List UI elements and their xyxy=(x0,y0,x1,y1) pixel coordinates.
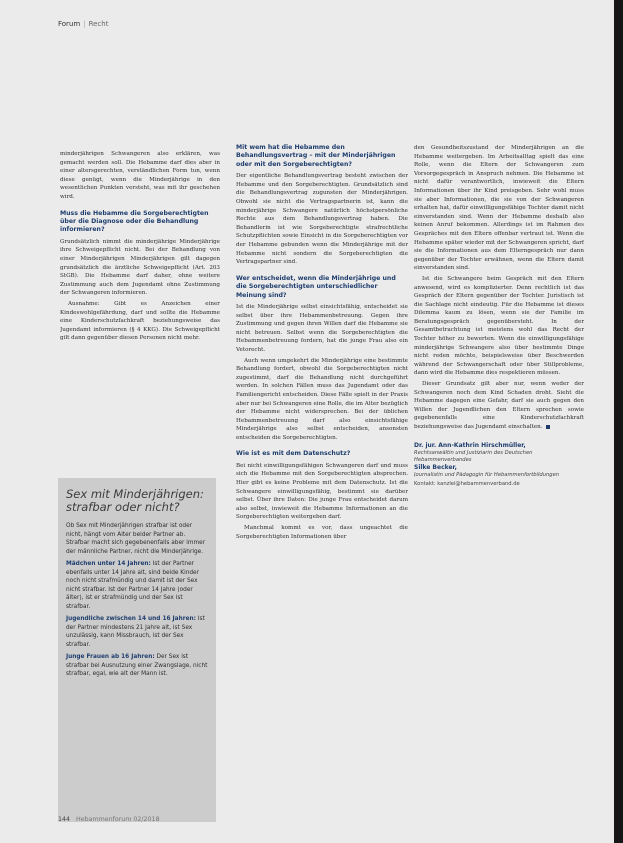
end-mark-icon xyxy=(546,425,550,429)
info-box-intro: Ob Sex mit Minderjährigen strafbar ist oder nicht, hängt vom Alter beider Partner ab. Strafbar macht sich gegebenenfalls aber immer der männliche Partner, nicht die Minderjährige. xyxy=(66,523,206,555)
author-role: Journalistin und Pädagogin für Hebammenfortbildungen xyxy=(414,472,560,478)
info-box-item xyxy=(66,560,208,611)
scan-edge xyxy=(614,0,623,843)
paragraph: Bei nicht einwilligungsfähigen Schwangeren darf und muss sich die Hebamme mit den Sorgeberechtigten absprechen. Hier gibt es keine Probleme mit dem Datenschutz. Ist die Schwangere einwilligungsfähig, bestimmt sie darüber selbst. Über ihre Daten: Die junge Frau entscheidet darum also selbst, inwieweit die Hebamme Informationen an die Sorgeberechtigten weitergeben darf. xyxy=(236,462,408,521)
info-box-item xyxy=(66,653,208,679)
info-box-item-heading: Jugendliche zwischen 14 und 16 Jahren: xyxy=(66,616,196,622)
paragraph xyxy=(414,380,584,432)
page-number: 144 xyxy=(58,816,71,823)
info-box-item-text: Ist der Partner mindestens 21 Jahre alt, ist Sex unzulässig, kann Missbrauch, ist der Sex strafbar. xyxy=(66,616,205,648)
info-box-item xyxy=(66,615,208,649)
page-footer xyxy=(58,816,160,823)
column-left xyxy=(60,150,220,460)
paragraph-text: Dieser Grundsatz gilt aber nur, wenn weder der Schwangeren noch dem Kind Schaden droht. Sieht die Hebamme dagegen eine Gefahr, darf sie auch gegen den Willen der Jugendlichen den Eltern sprechen sowie gegebenenfalls eine Kinderschutzfachkraft beziehungsweise das Jugendamt einschalten. xyxy=(414,381,584,430)
paragraph: Grundsätzlich nimmt die minderjährige Minderjährige ihre Schweigepflicht nicht. Bei der Behandlung von einer Minderjährigen Minderjährigen gilt dagegen grundsätzlich die ärztliche Schweigepflicht (Art. 203 StGB). Die Hebamme darf daher, ohne weitere Zustimmung auch dem Jugendamt ohne Zustimmung der Schwangeren informieren. xyxy=(60,238,220,297)
paragraph: den Gesundheitszustand der Minderjährigen an die Hebamme weitergeben. Im Arbeitsalltag spielt das eine Rolle, wenn die Eltern der Schwangeren zum Vorsorgegespräch in Anspruch nehmen. Die Hebamme ist nicht dafür verantwortlich, inwieweit die Eltern Informationen über ihr Kind preisgeben. Sehr wohl muss sie aber Informationen, die sie von der Schwangeren erhalten hat, dafür einwilligungsfähige Tochter damit nicht einverstanden sind. Wenn der Hebamme deshalb also keinen Anruf bekommen. Allerdings ist im Rahmen des Gespräches mit den Eltern offenbar vertraut ist. Wenn die Hebamme später wieder mit der Schwangeren spricht, darf sie die Informationen aus dem Elterngespräch nur dann gegenüber der Tochter erwähnen, wenn die Eltern damit einverstanden sind. xyxy=(414,145,584,272)
page-header xyxy=(58,20,108,28)
paragraph: Auch wenn umgekehrt die Minderjährige eine bestimmte Behandlung fordert, obwohl die Sorgeberechtigten nicht zugestimmt, darf die Behandlung nicht durchgeführt werden. In solchen Fällen muss das Jugendamt oder das Familiengericht entscheiden. Diese Fälle spielt in der Praxis aber nur bei Schwangeren eine Rolle, die im Alter bezüglich der Hebamme nicht widersprechen. Bei der üblichen Hebammenbetreuung darf also einsichtsfähige Minderjährige also selbst entscheiden, ansonsten entscheiden die Sorgeberechtigten. xyxy=(236,357,408,441)
paragraph: Ist die Schwangere beim Gespräch mit den Eltern anwesend, wird es komplizierter. Denn rechtlich ist das Gespräch der Eltern gegenüber der Tochter. Juristisch ist die Sachlage nicht eindeutig. Für die Hebamme ist dieses Dilemma kaum zu lösen, wenn sie der Familie im Beratungsgespräch gegenübersteht. In der Gesamtbetrachtung ist meistens wohl das Recht der Tochter höher zu bewerten. Wenn die einwilligungsfähige minderjährige Schwangere also über bestimmte Dinge nicht reden möchte, beispielsweise über Beschwerden während der Schwangerschaft oder über Stillprobleme, dann wird die Hebamme dies respektieren müssen. xyxy=(414,275,584,377)
info-box-title: Sex mit Minderjährigen: strafbar oder nicht? xyxy=(66,487,204,514)
info-box xyxy=(58,478,216,822)
paragraph: Der eigentliche Behandlungsvertrag besteht zwischen der Hebamme und den Sorgeberechtigten. Grundsätzlich sind die Behandlungsvertrag zugunsten der Minderjährigen. Obwohl sie nicht die Vertragspartnerin ist, kann die minderjährige Schwangere natürlich höchstpersönliche Rechte aus dem Behandlungsvertrag haben. Die Behandlerin ist wie Sorgeberechtigte strafrechtliche Schutzpflichten sowie Einsicht in die Sorgeberechtigten vor der Hebamme gebunden wenn die Minderjährige mit der Hebamme nicht sondern die Sorgeberechtigten die Vertragspartner sind. xyxy=(236,173,408,266)
author-name: Silke Becker, xyxy=(414,464,457,471)
question-heading: Wer entscheidet, wenn die Minderjährige und die Sorgeberechtigten unterschiedlicher Meinung sind? xyxy=(236,274,396,299)
author-contact: Kontakt: kanzlei@hebammenverband.de xyxy=(414,481,520,488)
question-heading: Wie ist es mit dem Datenschutz? xyxy=(236,450,351,458)
subsection-label: Recht xyxy=(88,20,109,28)
question-heading: Mit wem hat die Hebamme den Behandlungsvertrag – mit der Minderjährigen oder mit den Sorgeberechtigten? xyxy=(236,144,396,168)
author-role: Rechtsanwältin und Justiziarin des Deutschen Hebammenverbandes xyxy=(414,449,533,463)
question-heading: Muss die Hebamme die Sorgeberechtigten über die Diagnose oder die Behandlung informieren? xyxy=(60,209,209,234)
section-label: Forum xyxy=(58,20,81,28)
author-block xyxy=(414,442,584,489)
info-box-item-text: Der Sex ist strafbar bei Ausnutzung einer Zwangslage, nicht strafbar, egal, wie alt der Mann ist. xyxy=(66,654,208,677)
info-box-item-text: Ist der Partner ebenfalls unter 14 Jahre alt, sind beide Kinder noch nicht strafmündig und damit ist der Sex nicht strafbar. Ist der Partner 14 Jahre (oder älter), ist er strafmündig und der Sex ist strafbar. xyxy=(66,561,200,610)
paragraph: Ist die Minderjährige selbst einsichtsfähig, entscheidet sie selbst über ihre Hebammenbetreuung. Gegen ihre Zustimmung und gegen ihren Willen darf die Hebamme sie nicht betreuen. Selbst wenn die Sorgeberechtigten die Hebammenbetreuung fordern, hat die junge Frau also ein Vetorecht. xyxy=(236,303,408,353)
column-right xyxy=(414,144,584,834)
paragraph: minderjährigen Schwangeren also erklären, was gemacht werden soll. Die Hebamme darf dies aber in einer altersgerechten, verständlichen Form tun, wenn diese genügt, wenn die Minderjährige in den wesentlichen Punkten versteht, was mit ihr geschehen wird. xyxy=(60,151,220,200)
header-separator: | xyxy=(83,20,86,28)
paragraph: Ausnahme: Gibt es Anzeichen einer Kindeswohlgefährdung, darf und sollte die Hebamme eine Kinderschutzfachkraft beziehungsweise das Jugendamt informieren (§ 4 KKG). Die Schweigepflicht gilt dann gegenüber diesen Personen nicht mehr. xyxy=(60,300,220,342)
info-box-item-heading: Mädchen unter 14 Jahren: xyxy=(66,561,151,567)
author-name: Dr. jur. Ann-Kathrin Hirschmüller, xyxy=(414,441,526,449)
column-middle xyxy=(236,144,408,834)
paragraph: Manchmal kommt es vor, dass ungeachtet die Sorgeberechtigten Informationen über xyxy=(236,525,408,540)
magazine-name: Hebammenforum 02/2018 xyxy=(76,816,160,823)
info-box-item-heading: Junge Frauen ab 16 Jahren: xyxy=(66,654,155,660)
